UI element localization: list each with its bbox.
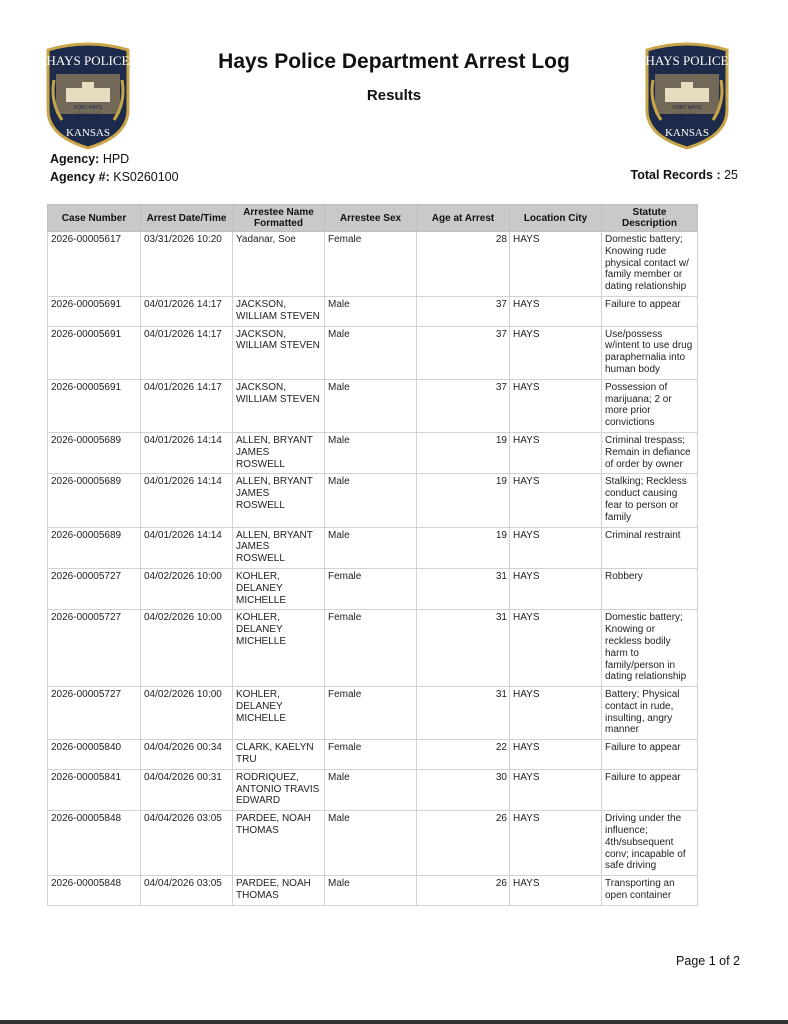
header-location-city: Location City [510,205,602,232]
cell-location-city: HAYS [510,527,602,568]
cell-case-number: 2026-00005840 [48,740,141,770]
page-subtitle: Results [366,87,422,104]
cell-statute-description: Criminal restraint [602,527,698,568]
agency-number-value: KS0260100 [113,170,179,184]
cell-location-city: HAYS [510,474,602,527]
cell-location-city: HAYS [510,876,602,906]
cell-statute-description: Failure to appear [602,296,698,326]
cell-statute-description: Domestic battery; Knowing or reckless bodily harm to family/person in dating relationship [602,610,698,687]
cell-arrest-date-time: 04/01/2026 14:17 [141,326,233,379]
cell-location-city: HAYS [510,811,602,876]
cell-case-number: 2026-00005727 [48,687,141,740]
cell-case-number: 2026-00005727 [48,610,141,687]
cell-arrestee-name: PARDEE, NOAH THOMAS [233,876,325,906]
agency-number-line [50,170,179,184]
agency-line [50,152,129,166]
cell-arrest-date-time: 04/01/2026 14:14 [141,527,233,568]
table-row [48,610,698,687]
table-row [48,379,698,432]
table-row [48,432,698,473]
cell-arrest-date-time: 04/02/2026 10:00 [141,568,233,609]
cell-location-city: HAYS [510,432,602,473]
cell-statute-description: Criminal trespass; Remain in defiance of order by owner [602,432,698,473]
cell-arrestee-name: KOHLER, DELANEY MICHELLE [233,687,325,740]
cell-arrestee-sex: Female [325,232,417,297]
cell-location-city: HAYS [510,610,602,687]
cell-statute-description: Failure to appear [602,740,698,770]
cell-location-city: HAYS [510,379,602,432]
total-records-value: 25 [724,168,738,182]
cell-age-at-arrest: 31 [417,610,510,687]
cell-case-number: 2026-00005727 [48,568,141,609]
table-row [48,769,698,810]
cell-case-number: 2026-00005841 [48,769,141,810]
badge-top-text: HAYS POLICE [645,53,729,68]
page-bottom-edge [0,1020,788,1024]
cell-location-city: HAYS [510,568,602,609]
cell-case-number: 2026-00005689 [48,527,141,568]
cell-age-at-arrest: 30 [417,769,510,810]
arrest-log-table [47,204,698,906]
cell-case-number: 2026-00005689 [48,474,141,527]
cell-arrestee-sex: Male [325,296,417,326]
table-row [48,687,698,740]
badge-bottom-text: KANSAS [65,127,111,139]
cell-arrest-date-time: 04/04/2026 03:05 [141,811,233,876]
cell-arrest-date-time: 04/01/2026 14:14 [141,432,233,473]
cell-arrestee-sex: Male [325,769,417,810]
cell-location-city: HAYS [510,769,602,810]
cell-arrestee-name: KOHLER, DELANEY MICHELLE [233,610,325,687]
cell-arrestee-name: ALLEN, BRYANT JAMES ROSWELL [233,474,325,527]
table-row [48,740,698,770]
cell-age-at-arrest: 19 [417,474,510,527]
cell-arrestee-name: ALLEN, BRYANT JAMES ROSWELL [233,432,325,473]
badge-est-text: EST. 1867 [78,112,98,117]
cell-arrest-date-time: 04/02/2026 10:00 [141,687,233,740]
cell-arrestee-name: JACKSON, WILLIAM STEVEN [233,326,325,379]
cell-statute-description: Driving under the influence; 4th/subsequent conv; incapable of safe driving [602,811,698,876]
cell-arrestee-sex: Male [325,876,417,906]
cell-arrest-date-time: 04/04/2026 03:05 [141,876,233,906]
header-statute-description: Statute Description [602,205,698,232]
cell-statute-description: Robbery [602,568,698,609]
cell-statute-description: Use/possess w/intent to use drug paraphernalia into human body [602,326,698,379]
cell-age-at-arrest: 26 [417,811,510,876]
table-row [48,811,698,876]
page-title: Hays Police Department Arrest Log [218,50,570,73]
cell-location-city: HAYS [510,296,602,326]
cell-arrestee-sex: Male [325,379,417,432]
agency-value: HPD [102,152,130,166]
cell-case-number: 2026-00005691 [48,296,141,326]
cell-case-number: 2026-00005689 [48,432,141,473]
page-number: Page 1 of 2 [676,954,740,968]
table-row [48,326,698,379]
cell-location-city: HAYS [510,740,602,770]
table-row [48,876,698,906]
cell-case-number: 2026-00005848 [48,811,141,876]
table-row [48,232,698,297]
header-arrestee-sex: Arrestee Sex [325,205,417,232]
agency-label: Agency: [50,152,100,166]
cell-age-at-arrest: 31 [417,687,510,740]
cell-statute-description: Domestic battery; Knowing rude physical contact w/ family member or dating relationship [602,232,698,297]
header-arrest-date-time: Arrest Date/Time [141,205,233,232]
cell-arrestee-sex: Male [325,811,417,876]
cell-age-at-arrest: 37 [417,379,510,432]
agency-number-label: Agency #: [50,170,110,184]
cell-case-number: 2026-00005691 [48,379,141,432]
cell-case-number: 2026-00005848 [48,876,141,906]
cell-arrestee-name: RODRIQUEZ, ANTONIO TRAVIS EDWARD [233,769,325,810]
cell-arrestee-sex: Female [325,687,417,740]
table-row [48,474,698,527]
total-records [631,168,738,182]
cell-location-city: HAYS [510,232,602,297]
cell-statute-description: Failure to appear [602,769,698,810]
cell-arrestee-name: PARDEE, NOAH THOMAS [233,811,325,876]
cell-arrestee-name: JACKSON, WILLIAM STEVEN [233,379,325,432]
cell-arrestee-sex: Female [325,610,417,687]
badge-top-text: HAYS POLICE [46,53,130,68]
cell-arrestee-name: KOHLER, DELANEY MICHELLE [233,568,325,609]
cell-age-at-arrest: 22 [417,740,510,770]
cell-age-at-arrest: 37 [417,326,510,379]
total-records-label: Total Records : [630,168,721,182]
cell-arrest-date-time: 03/31/2026 10:20 [141,232,233,297]
badge-city-text: FORT HAYS [73,105,103,111]
cell-age-at-arrest: 31 [417,568,510,609]
cell-case-number: 2026-00005691 [48,326,141,379]
table-row [48,568,698,609]
cell-location-city: HAYS [510,687,602,740]
badge-bottom-text: KANSAS [664,127,710,139]
cell-statute-description: Stalking; Reckless conduct causing fear to person or family [602,474,698,527]
cell-arrestee-sex: Male [325,474,417,527]
header-arrestee-name: Arrestee Name Formatted [233,205,325,232]
cell-arrestee-name: ALLEN, BRYANT JAMES ROSWELL [233,527,325,568]
cell-statute-description: Possession of marijuana; 2 or more prior convictions [602,379,698,432]
cell-arrest-date-time: 04/04/2026 00:34 [141,740,233,770]
cell-age-at-arrest: 37 [417,296,510,326]
table-row [48,527,698,568]
cell-arrestee-sex: Female [325,740,417,770]
cell-arrestee-name: Yadanar, Soe [233,232,325,297]
cell-arrestee-name: CLARK, KAELYN TRU [233,740,325,770]
cell-arrest-date-time: 04/01/2026 14:17 [141,296,233,326]
cell-case-number: 2026-00005617 [48,232,141,297]
cell-arrest-date-time: 04/01/2026 14:17 [141,379,233,432]
cell-statute-description: Transporting an open container [602,876,698,906]
cell-age-at-arrest: 19 [417,527,510,568]
cell-arrestee-sex: Male [325,326,417,379]
cell-age-at-arrest: 28 [417,232,510,297]
cell-arrestee-name: JACKSON, WILLIAM STEVEN [233,296,325,326]
cell-arrest-date-time: 04/01/2026 14:14 [141,474,233,527]
cell-arrestee-sex: Male [325,432,417,473]
cell-arrestee-sex: Female [325,568,417,609]
cell-arrestee-sex: Male [325,527,417,568]
badge-city-text: FORT HAYS [672,105,702,111]
cell-statute-description: Battery; Physical contact in rude, insulting, angry manner [602,687,698,740]
table-row [48,296,698,326]
badge-est-text: EST. 1867 [677,112,697,117]
header-age-at-arrest: Age at Arrest [417,205,510,232]
header-case-number: Case Number [48,205,141,232]
cell-location-city: HAYS [510,326,602,379]
cell-arrest-date-time: 04/02/2026 10:00 [141,610,233,687]
cell-arrest-date-time: 04/04/2026 00:31 [141,769,233,810]
table-body [48,232,698,906]
table-header-row [48,205,698,232]
cell-age-at-arrest: 26 [417,876,510,906]
cell-age-at-arrest: 19 [417,432,510,473]
